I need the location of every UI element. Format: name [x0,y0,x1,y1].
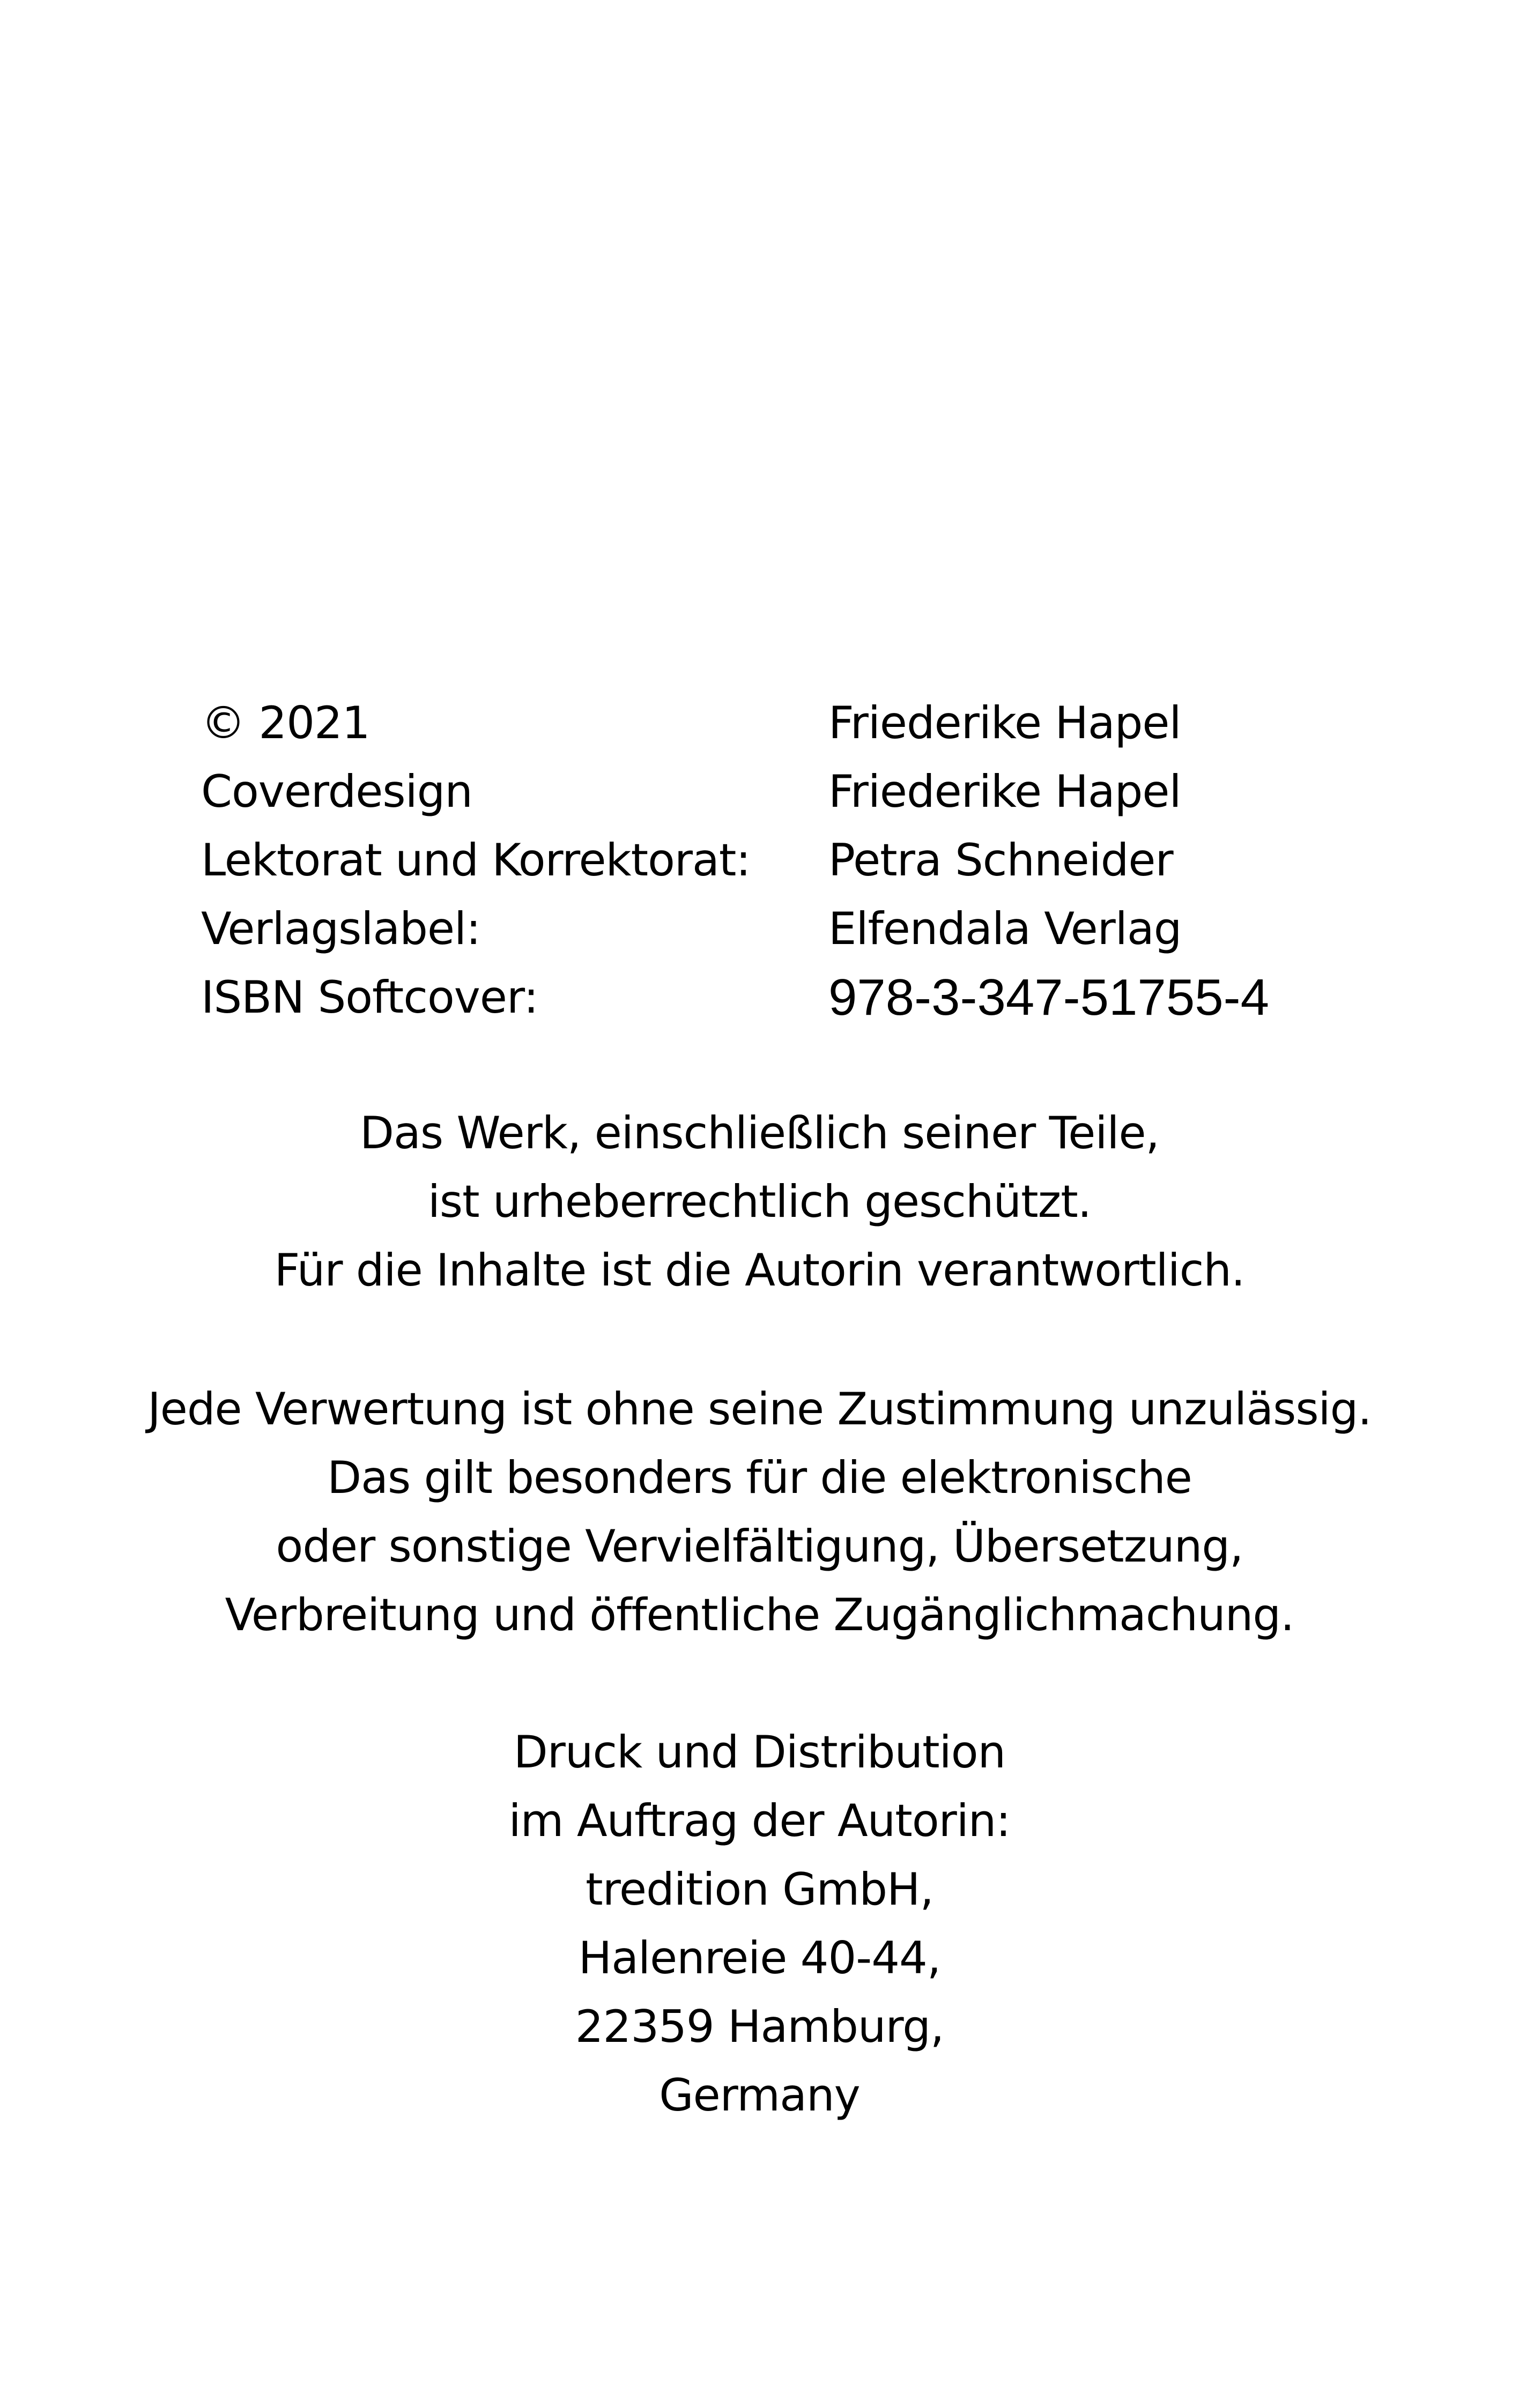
notice-line: oder sonstige Vervielfältigung, Übersetzung, [276,1520,1243,1572]
imprint-table [201,689,1381,1032]
print-info-line: 22359 Hamburg, [575,2001,944,2053]
imprint-value: Petra Schneider [828,834,1173,886]
imprint-row-editing [201,826,1381,895]
notice-line: Das gilt besonders für die elektronische [327,1452,1192,1504]
imprint-label: Coverdesign [201,765,472,817]
imprint-value: Elfendala Verlag [828,903,1182,955]
print-info-line: Halenreie 40-44, [578,1932,941,1984]
rights-notice [0,1375,1519,1649]
imprint-row-copyright [201,689,1381,757]
print-distribution-info [0,1718,1519,2130]
notice-line: Verbreitung und öffentliche Zugänglichmachung. [225,1589,1294,1641]
copyright-notice [0,1099,1519,1305]
imprint-label: Lektorat und Korrektorat: [201,834,751,886]
notice-line: Jede Verwertung ist ohne seine Zustimmung unzulässig. [147,1383,1372,1435]
imprint-row-isbn [201,963,1381,1032]
isbn-number: 978-3-347-51755-4 [828,969,1269,1026]
notice-line: Für die Inhalte ist die Autorin verantwortlich. [274,1244,1245,1296]
imprint-label: ISBN Softcover: [201,971,538,1023]
notice-line: ist urheberrechtlich geschützt. [427,1176,1092,1228]
imprint-value: Friederike Hapel [828,765,1181,817]
imprint-row-coverdesign [201,757,1381,826]
imprint-label: Verlagslabel: [201,903,481,955]
print-info-line: tredition GmbH, [586,1863,933,1915]
imprint-label: © 2021 [201,697,370,749]
imprint-row-publisher-label [201,895,1381,963]
print-info-line: Germany [659,2069,860,2121]
imprint-value: Friederike Hapel [828,697,1181,749]
print-info-line: im Auftrag der Autorin: [508,1795,1011,1847]
notice-line: Das Werk, einschließlich seiner Teile, [360,1107,1159,1159]
print-info-line: Druck und Distribution [513,1726,1006,1778]
